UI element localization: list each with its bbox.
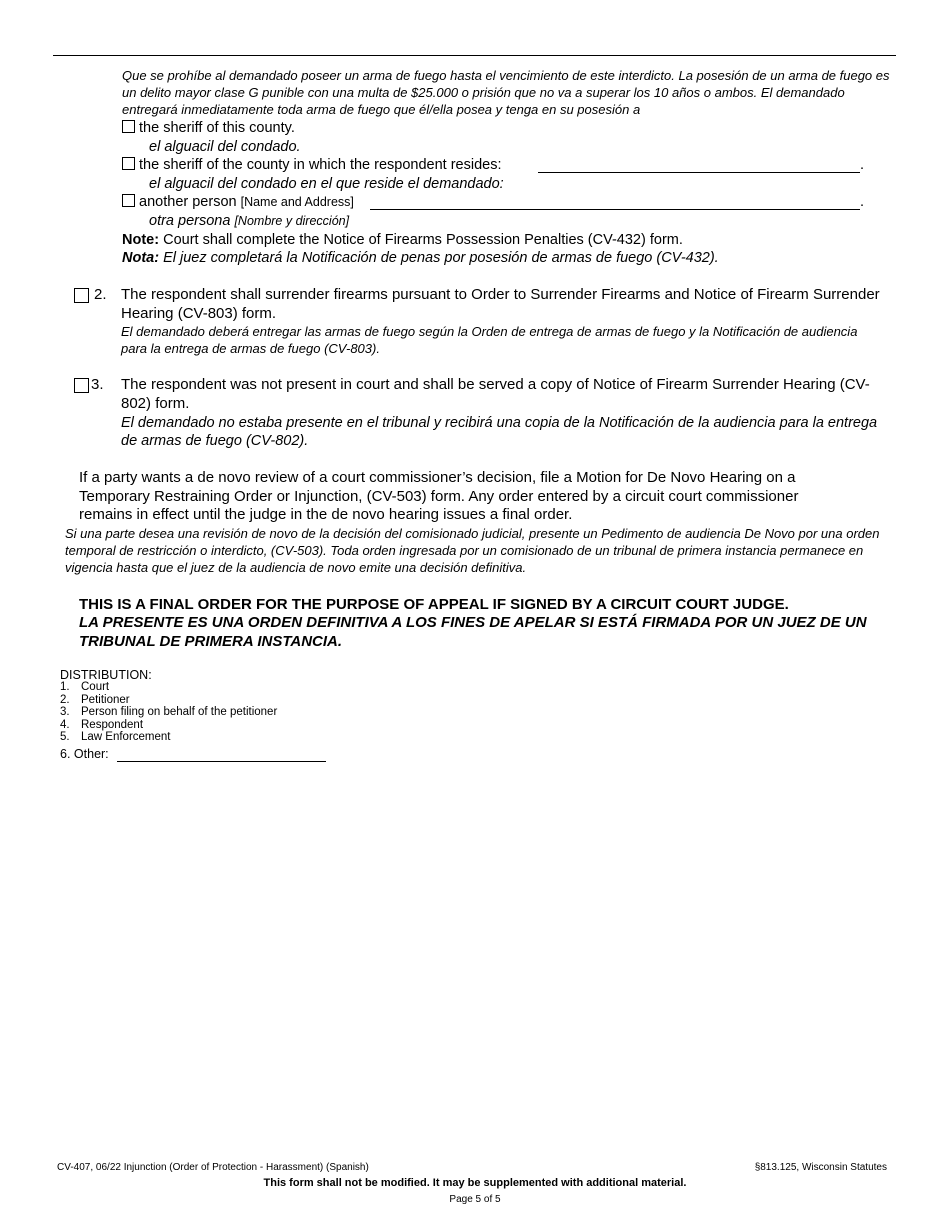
period: . [860, 157, 865, 173]
top-rule [53, 55, 896, 56]
nota-label: Nota: [122, 250, 160, 266]
option-sheriff-respondent-county-checkbox[interactable] [122, 157, 135, 170]
nota-text: El juez completará la Notificación de penas por posesión de armas de fuego (CV-432). [163, 250, 719, 266]
distribution-label: Law Enforcement [81, 731, 171, 743]
distribution-list [60, 681, 277, 744]
footer-notice: This form shall not be modified. It may be supplemented with additional material. [263, 1177, 687, 1189]
distribution-other-label: Other: [73, 747, 109, 761]
firearm-prohibition-spanish: Que se prohíbe al demandado poseer un arma de fuego hasta el vencimiento de este interdicto. La posesión de un arma de fuego es un delito mayor clase G punible con una multa de $25.000 o prisión que no va a superar los 10 años o ambos. El demandado entregará inmediatamente toda arma de fuego que él/ella posea y tenga en su posesión a [122, 68, 890, 117]
denovo-english: If a party wants a de novo review of a court commissioner’s decision, file a Motion for De Novo Hearing on a Temporary Restraining Order or Injunction, (CV-503) form. Any order entered by a circuit court commissioner remains in effect until the judge in the de novo hearing issues a final order. [79, 469, 799, 523]
distribution-item [60, 719, 277, 732]
final-order-english: THIS IS A FINAL ORDER FOR THE PURPOSE OF APPEAL IF SIGNED BY A CIRCUIT COURT JUDGE. [79, 596, 789, 613]
distribution-num: 2. [60, 693, 70, 706]
option-sheriff-respondent-county [122, 156, 501, 174]
distribution-label: Person filing on behalf of the petitioner [81, 706, 278, 718]
period: . [860, 194, 865, 210]
option-label: the sheriff of this county. [139, 120, 295, 136]
distribution-num: 5. [60, 731, 70, 743]
distribution-other [60, 747, 109, 761]
item-3-text: The respondent was not present in court and shall be served a copy of Notice of Firearm Surrender Hearing (CV-802) form. [121, 376, 870, 412]
final-order-spanish: LA PRESENTE ES UNA ORDEN DEFINITIVA A LOS FINES DE APELAR SI ESTÁ FIRMADA POR UN JUEZ DE UN TRIBUNAL DE PRIMERA INSTANCIA. [79, 614, 867, 650]
distribution-num: 1. [60, 681, 70, 693]
item-2-text: The respondent shall surrender firearms pursuant to Order to Surrender Firearms and Notice of Firearm Surrender Hearing (CV-803) form. [121, 286, 880, 322]
distribution-num: 4. [60, 718, 70, 731]
option-bracket: [Name and Address] [240, 195, 354, 209]
distribution-num: 3. [60, 706, 70, 718]
distribution-title: DISTRIBUTION: [60, 668, 152, 682]
footer-page-number: Page 5 of 5 [449, 1194, 501, 1205]
note-text: Court shall complete the Notice of Firearms Possession Penalties (CV-432) form. [163, 232, 683, 248]
another-person-name-address-field[interactable] [370, 197, 860, 210]
distribution-other-field[interactable] [117, 749, 326, 762]
option-spanish: otra persona [149, 213, 231, 229]
distribution-item [60, 706, 277, 719]
distribution-item [60, 681, 277, 694]
denovo-spanish: Si una parte desea una revisión de novo de la decisión del comisionado judicial, presente un Pedimento de audiencia De Novo por una orden temporal de restricción o interdicto, (CV-503). Toda orden ingresada por un comisionado de un tribunal de primera instancia permanece en vigencia hasta que el juez de la audiencia de novo emite una decisión definitiva. [65, 526, 880, 575]
note-label: Note: [122, 232, 160, 248]
item-2-checkbox[interactable] [74, 288, 89, 303]
option-spanish: el alguacil del condado en el que reside el demandado: [149, 176, 504, 192]
option-label: another person [139, 194, 237, 210]
item-3-spanish: El demandado no estaba presente en el tribunal y recibirá una copia de la Notificación de la audiencia para la entrega de armas de fuego (CV-802). [121, 415, 878, 449]
footer-statute: §813.125, Wisconsin Statutes [754, 1162, 887, 1173]
option-another-person-checkbox[interactable] [122, 194, 135, 207]
footer-form-id: CV-407, 06/22 Injunction (Order of Protection - Harassment) (Spanish) [57, 1162, 369, 1173]
option-spanish-line [149, 212, 349, 230]
distribution-item [60, 694, 277, 707]
note-line [122, 231, 683, 249]
item-2-spanish: El demandado deberá entregar las armas de fuego según la Orden de entrega de armas de fuego y la Notificación de audiencia para la entrega de armas de fuego (CV-803). [121, 324, 858, 356]
item-2-number: 2. [94, 286, 107, 303]
respondent-county-field[interactable] [538, 160, 860, 173]
option-spanish: el alguacil del condado. [149, 139, 301, 155]
distribution-num: 6. [60, 747, 71, 761]
distribution-item [60, 731, 277, 744]
option-sheriff-this-county [122, 119, 295, 137]
item-3-number: 3. [91, 376, 104, 393]
option-spanish-bracket: [Nombre y dirección] [234, 214, 350, 228]
distribution-label: Court [81, 681, 110, 693]
nota-line [122, 249, 719, 267]
item-3-checkbox[interactable] [74, 378, 89, 393]
option-another-person [122, 193, 354, 211]
distribution-label: Respondent [81, 718, 144, 731]
option-label: the sheriff of the county in which the respondent resides: [139, 157, 502, 173]
distribution-label: Petitioner [81, 693, 130, 706]
option-sheriff-this-county-checkbox[interactable] [122, 120, 135, 133]
